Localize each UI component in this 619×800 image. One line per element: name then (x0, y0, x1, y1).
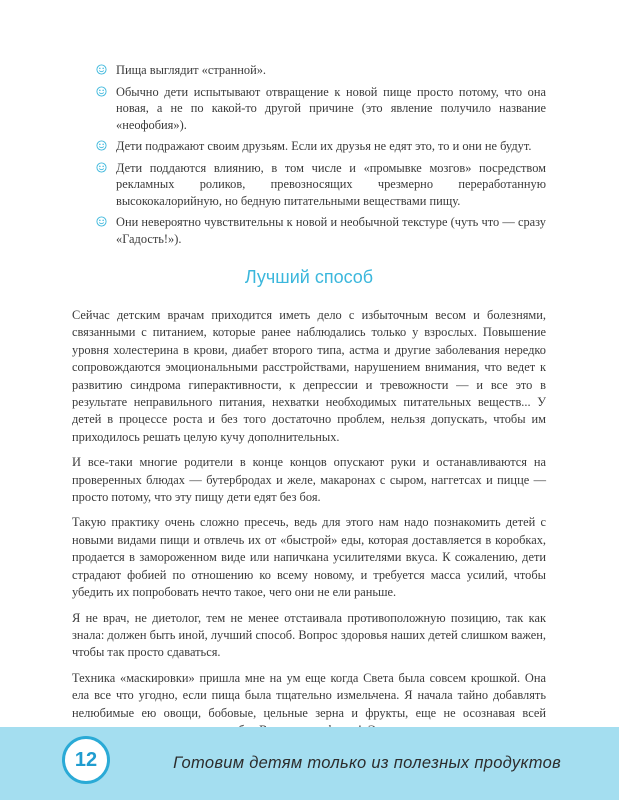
paragraph: Техника «маскировки» пришла мне на ум еще когда Света была совсем крошкой. Она ела все что угодно, если пища была тщательно измельчена. Я начала тайно добавлять нелюбимые ею овощи, бобовые, цельные зерна и фрукты, еще не осознавая всей (72, 670, 546, 720)
paragraph: Я не врач, не диетолог, тем не менее отстаивала противоположную позицию, так как знала: должен быть иной, лучший способ. Вопрос здоровья наших детей слишком важен, чтобы так просто сдаваться. (72, 610, 546, 660)
book-title: Готовим детям только из полезных продуктов (173, 754, 561, 772)
list-item (116, 62, 546, 79)
page-content (72, 62, 546, 765)
bullet-text: Дети поддаются влиянию, в том числе и «промывке мозгов» посредством рекламных роликов, превозносящих чрезмерно переработанную высококалорийную, но бедную питательными веществами пищу. (116, 160, 546, 208)
smiley-bullet-icon (96, 216, 107, 227)
list-item (116, 84, 546, 134)
list-item (116, 160, 546, 210)
bullet-text: Обычно дети испытывают отвращение к новой пище просто потому, что она новая, а не по какой-то другой причине (это явление получило название «неофобия»). (116, 84, 546, 132)
paragraph: Сейчас детским врачам приходится иметь дело с избыточным весом и болезнями, связанными с питанием, которые ранее наблюдались только у взрослых. Повышение уровня холестерина в крови, диабет второго типа, астма и другие заболевания нередко сопровождаются эмоциональными расстройствами, нарушением внимания, что ведет к развитию синдрома гиперактивности, к депрессии и тревожности — и все это в результате неправильного питания, нехватки необходимых питательных веществ... У детей в процессе роста и без того достаточно проблем, нельзя допускать, чтобы им приходилось решать целую кучу дополнительных. (72, 308, 546, 444)
bullet-list (72, 62, 546, 247)
list-item (116, 214, 546, 247)
section-heading: Лучший способ (244, 267, 374, 287)
smiley-bullet-icon (96, 64, 107, 75)
bullet-text: Дети подражают своим друзьям. Если их друзья не едят это, то и они не будут. (116, 139, 532, 153)
smiley-bullet-icon (96, 162, 107, 173)
smiley-bullet-icon (96, 140, 107, 151)
smiley-bullet-icon (96, 86, 107, 97)
bullet-text: Они невероятно чувствительны к новой и необычной текстуре (чуть что — сразу «Гадость!»). (116, 215, 546, 246)
page-number: 12 (74, 748, 98, 771)
bullet-text: Пища выглядит «странной». (116, 63, 267, 77)
page-footer (0, 727, 619, 800)
paragraph: Такую практику очень сложно пресечь, ведь для этого нам надо познакомить детей с новыми видами пищи и отвлечь их от «быстрой» еды, которая доставляется в коробках, продается в замороженном виде или напичкана усилителями вкуса. К сожалению, дети страдают фобией по отношению ко всему новому, и требуется масса усилий, чтобы убедить их попробовать нечто такое, чего они не ели раньше. (72, 515, 546, 600)
paragraph: И все-таки многие родители в конце концов опускают руки и останавливаются на проверенных блюдах — бутербродах и желе, макаронах с сыром, наггетсах и пицце — просто потому, что эту пищу дети едят без боя. (72, 455, 546, 505)
list-item (116, 138, 546, 155)
page-number-badge (62, 736, 110, 784)
